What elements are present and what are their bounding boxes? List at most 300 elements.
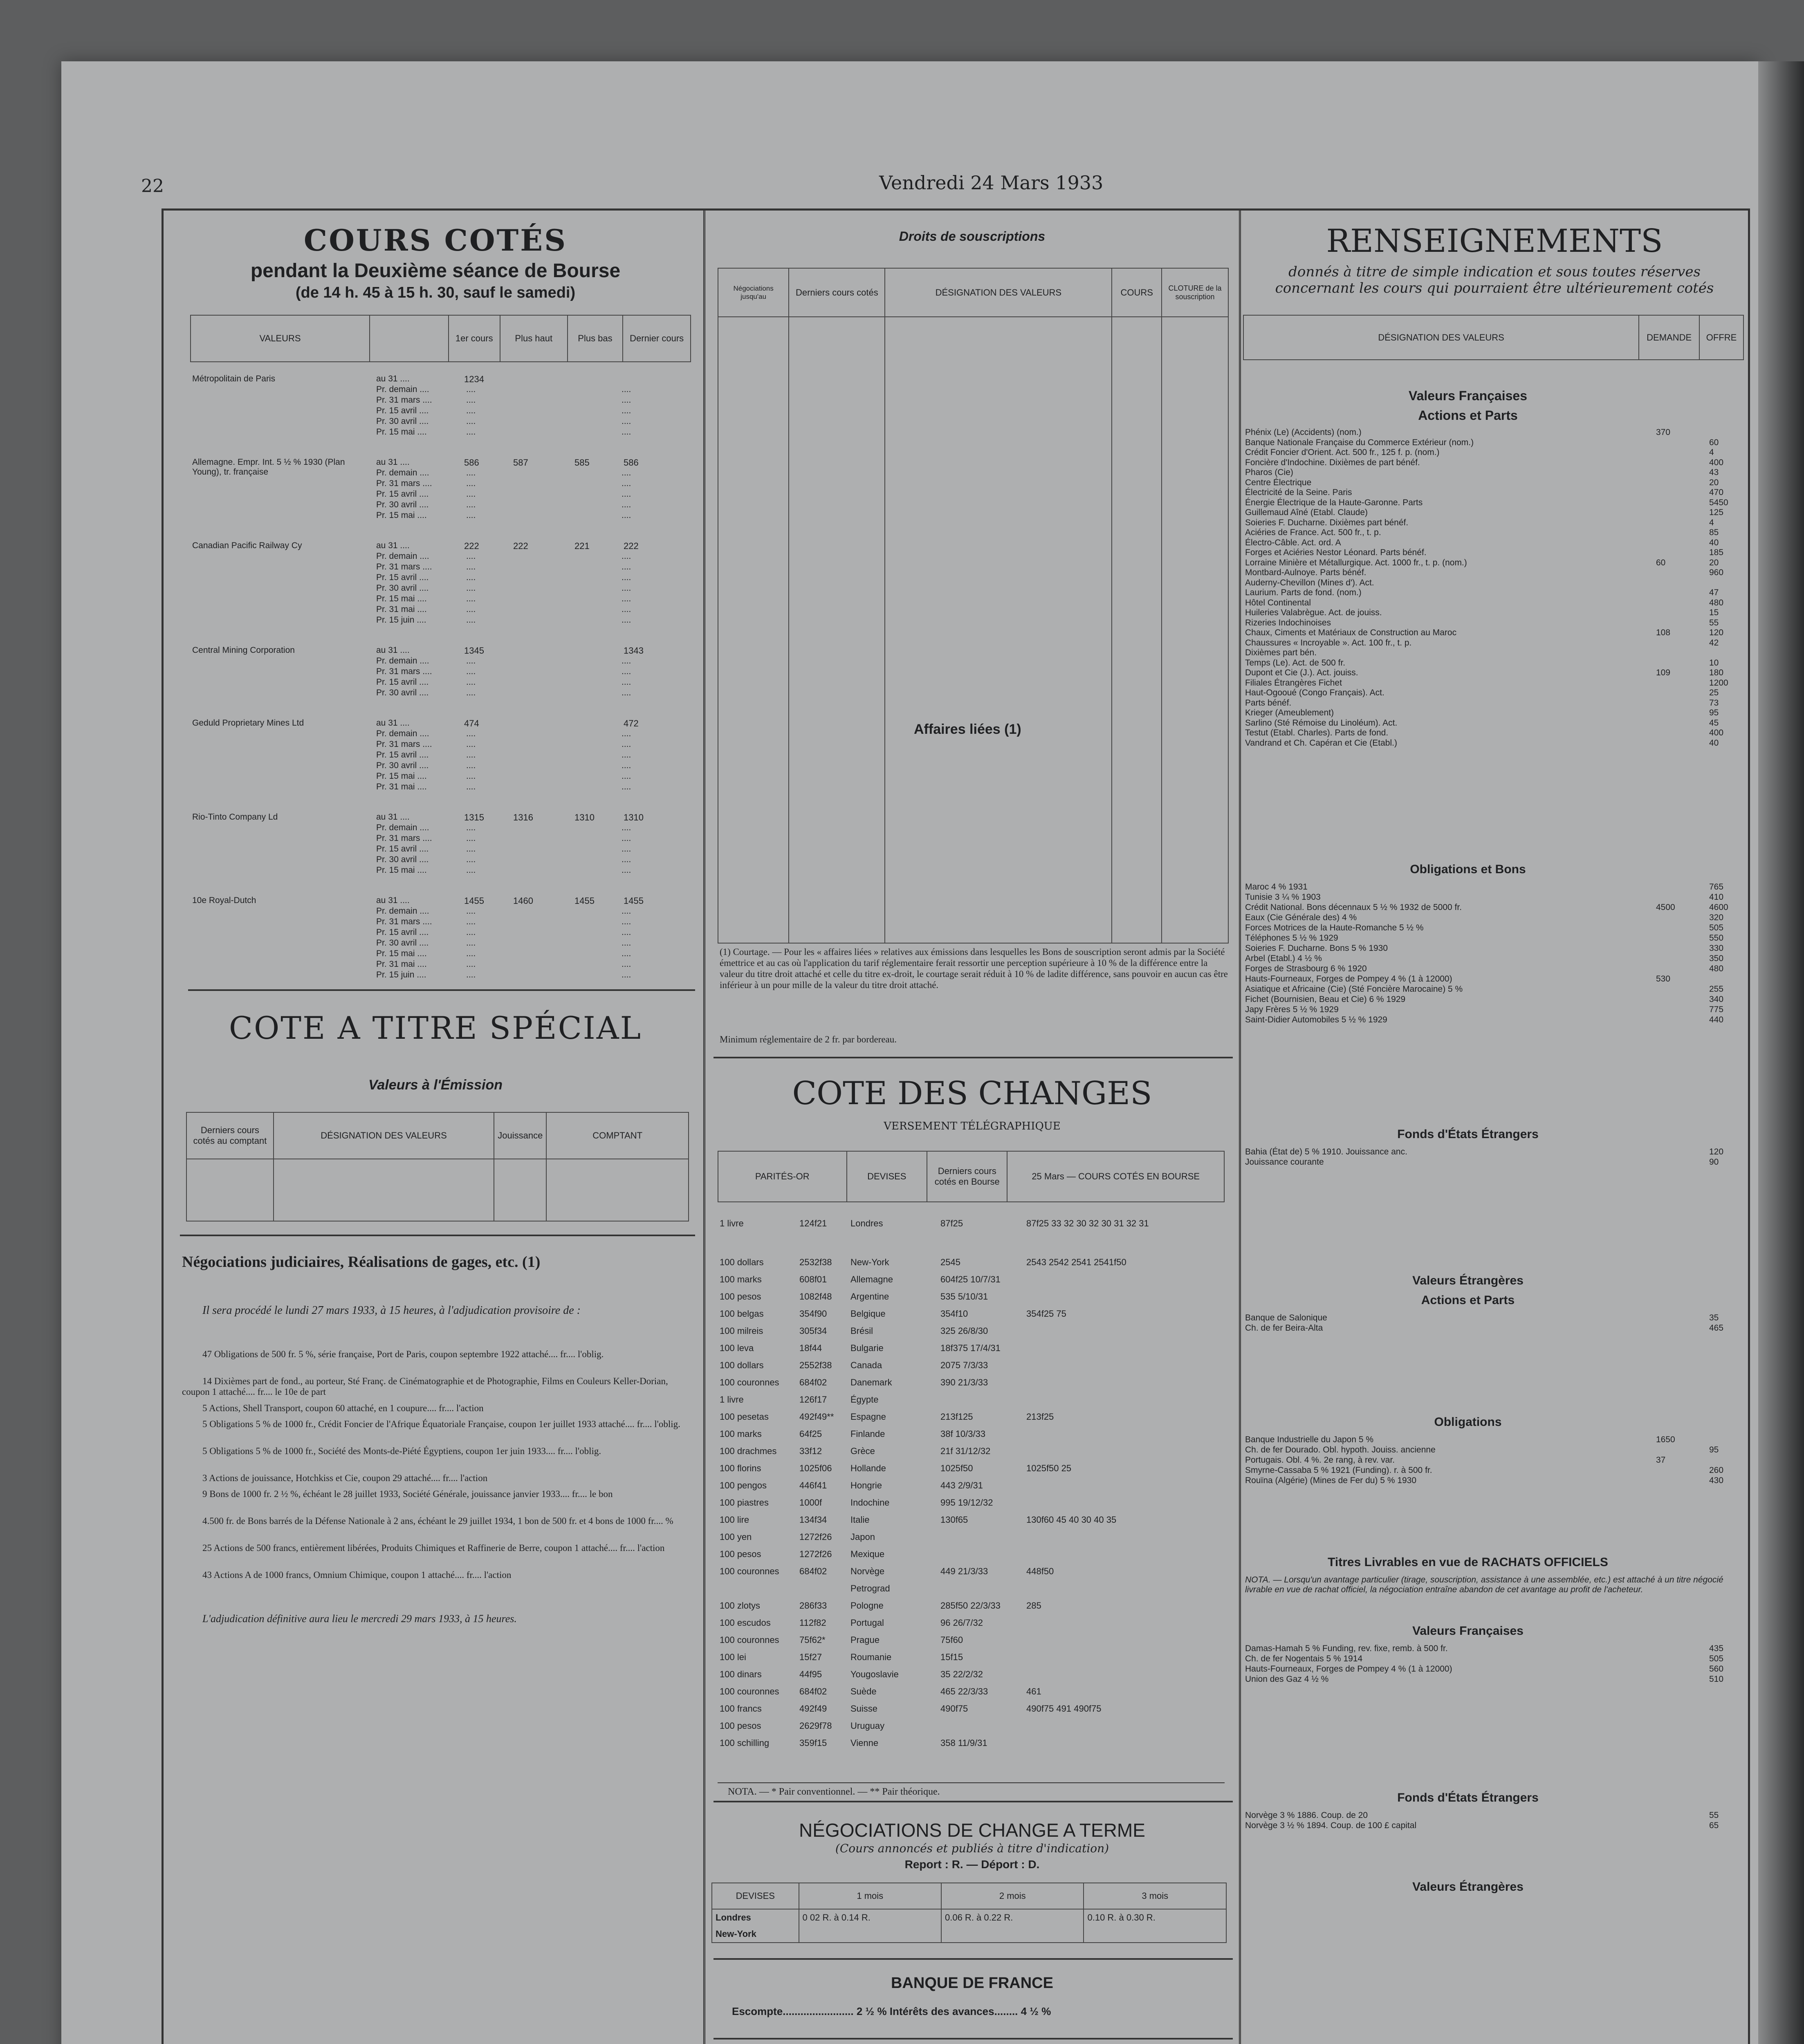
devise-name: Norvège bbox=[850, 1566, 885, 1576]
parite-value: 2629f78 bbox=[799, 1721, 832, 1731]
valeur-name: Électricité de la Seine. Paris bbox=[1245, 488, 1352, 497]
valeur-offre: 4 bbox=[1709, 518, 1714, 527]
security-term: au 31 .... bbox=[376, 896, 410, 905]
security-price: 587 bbox=[513, 457, 528, 468]
dernier-cours: 130f65 bbox=[940, 1515, 968, 1525]
parite-value: 112f82 bbox=[799, 1618, 826, 1628]
valeur-name: Haut-Ogooué (Congo Français). Act. bbox=[1245, 688, 1384, 697]
valeur-name: Ch. de fer Nogentais 5 % 1914 bbox=[1245, 1654, 1363, 1663]
parite-unit: 100 couronnes bbox=[720, 1686, 779, 1697]
divider bbox=[188, 989, 695, 991]
valeur-offre: 400 bbox=[1709, 728, 1724, 737]
devise-name: Canada bbox=[850, 1360, 882, 1370]
security-dots: .... bbox=[466, 500, 476, 509]
devise-name: Uruguay bbox=[850, 1721, 885, 1731]
valeur-demande: 37 bbox=[1656, 1455, 1666, 1465]
security-term: au 31 .... bbox=[376, 374, 410, 383]
devise-name: Belgique bbox=[850, 1309, 886, 1319]
security-dots: .... bbox=[466, 615, 476, 625]
cours-du-jour: 285 bbox=[1026, 1600, 1041, 1611]
security-term: au 31 .... bbox=[376, 812, 410, 822]
security-dots: .... bbox=[622, 573, 631, 582]
negociation-item: 5 Obligations 5 % de 1000 fr., Société des Monts-de-Piété Égyptiens, coupon 1er juin 1933.... fr.... l'oblig. bbox=[202, 1446, 601, 1456]
security-term: Pr. 31 mars .... bbox=[376, 917, 432, 926]
security-dots: .... bbox=[622, 740, 631, 749]
dernier-cours: 87f25 bbox=[940, 1218, 963, 1228]
valeur-offre: 4600 bbox=[1709, 903, 1728, 912]
security-term: Pr. 31 mai .... bbox=[376, 959, 427, 969]
dernier-cours: 443 2/9/31 bbox=[940, 1480, 983, 1490]
security-term: Pr. 15 juin .... bbox=[376, 615, 426, 625]
devise-name: Suède bbox=[850, 1686, 877, 1697]
security-term: Pr. 31 mars .... bbox=[376, 740, 432, 749]
cote-special-subtitle: Valeurs à l'Émission bbox=[368, 1077, 503, 1093]
parite-unit: 100 francs bbox=[720, 1703, 762, 1714]
security-term: Pr. 30 avril .... bbox=[376, 688, 429, 697]
valeur-offre: 20 bbox=[1709, 477, 1719, 487]
column-divider-1 bbox=[703, 208, 705, 2044]
header-3-mois: 3 mois bbox=[1084, 1883, 1226, 1909]
security-term: Pr. 31 mai .... bbox=[376, 782, 427, 791]
valeur-offre: 65 bbox=[1709, 1821, 1719, 1830]
header-1-mois: 1 mois bbox=[799, 1883, 941, 1909]
security-dots: .... bbox=[622, 468, 631, 477]
cours-du-jour: 87f25 33 32 30 32 30 31 32 31 bbox=[1026, 1218, 1149, 1228]
security-dots: .... bbox=[466, 729, 476, 738]
devise-name: Hollande bbox=[850, 1463, 886, 1473]
valeur-name: Électro-Câble. Act. ord. A bbox=[1245, 538, 1341, 547]
security-dots: .... bbox=[466, 959, 476, 969]
valeur-name: Hauts-Fourneaux, Forges de Pompey 4 % (1 à 12000) bbox=[1245, 974, 1452, 984]
dernier-cours: 213f125 bbox=[940, 1412, 973, 1422]
dernier-cours: 535 5/10/31 bbox=[940, 1291, 988, 1302]
header-offre: OFFRE bbox=[1699, 315, 1743, 360]
security-dots: .... bbox=[466, 906, 476, 916]
security-term: Pr. 31 mars .... bbox=[376, 562, 432, 572]
security-price: 1343 bbox=[624, 645, 644, 656]
security-dots: .... bbox=[466, 605, 476, 614]
negociation-item: 5 Obligations 5 % de 1000 fr., Crédit Foncier de l'Afrique Équatoriale Française, coupon 1er juillet 1933 attaché.... fr.... l'oblig. bbox=[202, 1419, 680, 1429]
security-dots: .... bbox=[622, 834, 631, 843]
valeur-name: Hauts-Fourneaux, Forges de Pompey 4 % (1 à 12000) bbox=[1245, 1664, 1452, 1674]
negociation-item: 4.500 fr. de Bons barrés de la Défense Nationale à 2 ans, échéant le 29 juillet 1934, 1 bon de 500 fr. et 4 bons de 1000 fr.... % bbox=[202, 1516, 673, 1526]
dernier-cours: 2075 7/3/33 bbox=[940, 1360, 988, 1370]
parite-value: 305f34 bbox=[799, 1326, 827, 1336]
cours-cotes-hours: (de 14 h. 45 à 15 h. 30, sauf le samedi) bbox=[295, 284, 576, 301]
security-term: Pr. 15 mai .... bbox=[376, 511, 427, 520]
valeur-name: Forges de Strasbourg 6 % 1920 bbox=[1245, 964, 1367, 973]
security-dots: .... bbox=[466, 865, 476, 875]
security-dots: .... bbox=[622, 417, 631, 426]
dernier-cours: 285f50 22/3/33 bbox=[940, 1600, 1001, 1611]
valeur-offre: 960 bbox=[1709, 568, 1724, 577]
valeur-offre: 470 bbox=[1709, 488, 1724, 497]
valeur-offre: 560 bbox=[1709, 1664, 1724, 1674]
valeur-offre: 55 bbox=[1709, 1811, 1719, 1820]
valeur-name: Asiatique et Africaine (Cie) (Sté Foncière Marocaine) 5 % bbox=[1245, 984, 1463, 994]
valeur-name: Dixièmes part bén. bbox=[1245, 648, 1317, 657]
parite-value: 608f01 bbox=[799, 1274, 827, 1284]
security-term: Pr. 15 mai .... bbox=[376, 949, 427, 958]
valeur-name: Norvège 3 % 1886. Coup. de 20 bbox=[1245, 1811, 1368, 1820]
security-term: Pr. 15 juin .... bbox=[376, 970, 426, 979]
security-dots: .... bbox=[622, 667, 631, 676]
security-term: Pr. demain .... bbox=[376, 656, 429, 666]
parite-value: 44f95 bbox=[799, 1669, 822, 1679]
divider bbox=[714, 1057, 1233, 1058]
security-dots: .... bbox=[466, 771, 476, 781]
security-term: Pr. 30 avril .... bbox=[376, 583, 429, 593]
parite-unit: 100 dinars bbox=[720, 1669, 762, 1679]
valeur-offre: 255 bbox=[1709, 984, 1724, 994]
dernier-cours: 96 26/7/32 bbox=[940, 1618, 983, 1628]
parite-value: 126f17 bbox=[799, 1394, 827, 1405]
parite-value: 354f90 bbox=[799, 1309, 827, 1319]
valeur-name: Foncière d'Indochine. Dixièmes de part bénéf. bbox=[1245, 457, 1420, 467]
dernier-cours: 2545 bbox=[940, 1257, 960, 1267]
security-term: Pr. 30 avril .... bbox=[376, 417, 429, 426]
security-price: 1455 bbox=[574, 896, 595, 906]
divider bbox=[718, 1782, 1225, 1783]
parite-value: 134f34 bbox=[799, 1515, 827, 1525]
security-dots: .... bbox=[622, 605, 631, 614]
valeur-name: Énergie Électrique de la Haute-Garonne. Parts bbox=[1245, 498, 1423, 507]
security-dots: .... bbox=[466, 406, 476, 415]
cours-du-jour: 1025f50 25 bbox=[1026, 1463, 1072, 1473]
parite-unit: 100 couronnes bbox=[720, 1377, 779, 1387]
dernier-cours: 449 21/3/33 bbox=[940, 1566, 988, 1576]
terme-report: Report : R. — Déport : D. bbox=[904, 1858, 1040, 1871]
devise-name: Argentine bbox=[850, 1291, 889, 1302]
valeur-offre: 465 bbox=[1709, 1323, 1724, 1333]
valeur-offre: 400 bbox=[1709, 457, 1724, 467]
changes-title: COTE DES CHANGES bbox=[792, 1075, 1152, 1112]
header-valeurs: VALEURS bbox=[191, 315, 370, 362]
valeur-offre: 185 bbox=[1709, 548, 1724, 557]
terme-devise: Londres bbox=[712, 1909, 799, 1926]
parite-unit: 100 schilling bbox=[720, 1738, 770, 1748]
valeur-demande: 1650 bbox=[1656, 1435, 1675, 1444]
parite-value: 684f02 bbox=[799, 1566, 827, 1576]
security-term: au 31 .... bbox=[376, 541, 410, 550]
cours-du-jour: 2543 2542 2541 2541f50 bbox=[1026, 1257, 1126, 1267]
parite-value: 492f49 bbox=[799, 1703, 827, 1714]
droits-title: Droits de souscriptions bbox=[899, 229, 1046, 244]
valeur-offre: 1200 bbox=[1709, 678, 1728, 688]
terme-value: 0.06 R. à 0.22 R. bbox=[941, 1909, 1084, 1926]
security-dots: .... bbox=[466, 479, 476, 488]
valeur-name: Montbard-Aulnoye. Parts bénéf. bbox=[1245, 568, 1366, 577]
parite-unit: 100 couronnes bbox=[720, 1566, 779, 1576]
parite-unit: 100 belgas bbox=[720, 1309, 764, 1319]
security-dots: .... bbox=[622, 615, 631, 625]
valeur-offre: 4 bbox=[1709, 448, 1714, 457]
header-designation: DÉSIGNATION DES VALEURS bbox=[1243, 315, 1639, 360]
courtage-minimum: Minimum réglementaire de 2 fr. par bordereau. bbox=[720, 1034, 897, 1044]
renseignements-subtitle: donnés à titre de simple indication et sous toutes réserves concernant les cours qui pourraient être ultérieurement cotés bbox=[1275, 264, 1714, 296]
section-heading: Valeurs Françaises bbox=[1409, 388, 1527, 403]
valeur-offre: 25 bbox=[1709, 688, 1719, 697]
security-price: 474 bbox=[464, 718, 479, 728]
valeur-name: Pharos (Cie) bbox=[1245, 468, 1293, 477]
header-2-mois: 2 mois bbox=[941, 1883, 1084, 1909]
security-term: Pr. 15 mai .... bbox=[376, 427, 427, 437]
valeur-offre: 435 bbox=[1709, 1644, 1724, 1653]
security-dots: .... bbox=[622, 917, 631, 926]
security-dots: .... bbox=[466, 656, 476, 666]
parite-value: 1025f06 bbox=[799, 1463, 832, 1473]
security-term: Pr. 31 mars .... bbox=[376, 667, 432, 676]
devise-name: Espagne bbox=[850, 1412, 886, 1422]
valeur-offre: 260 bbox=[1709, 1466, 1724, 1475]
page-edge bbox=[1758, 61, 1804, 2044]
security-name: Rio-Tinto Company Ld bbox=[192, 812, 278, 822]
security-dots: .... bbox=[622, 427, 631, 437]
parite-value: 286f33 bbox=[799, 1600, 827, 1611]
valeur-name: Hôtel Continental bbox=[1245, 598, 1311, 607]
valeur-name: Filiales Étrangères Fichet bbox=[1245, 678, 1342, 688]
divider bbox=[714, 1958, 1233, 1960]
parite-unit: 100 pesos bbox=[720, 1291, 761, 1302]
security-price: 1310 bbox=[574, 812, 595, 823]
header-designation: DÉSIGNATION DES VALEURS bbox=[274, 1112, 494, 1159]
security-term: Pr. 15 avril .... bbox=[376, 750, 429, 760]
devise-name: New-York bbox=[850, 1257, 889, 1267]
banque-title: BANQUE DE FRANCE bbox=[891, 1975, 1053, 1992]
security-dots: .... bbox=[622, 928, 631, 937]
header-devises: DEVISES bbox=[712, 1883, 799, 1909]
valeur-offre: 42 bbox=[1709, 638, 1719, 648]
cours-du-jour: 448f50 bbox=[1026, 1566, 1054, 1576]
security-term: Pr. 15 avril .... bbox=[376, 406, 429, 415]
security-term: Pr. demain .... bbox=[376, 823, 429, 832]
security-term: Pr. 31 mars .... bbox=[376, 395, 432, 405]
parite-unit: 100 dollars bbox=[720, 1360, 764, 1370]
section-heading: Fonds d'États Étrangers bbox=[1397, 1791, 1539, 1804]
security-dots: .... bbox=[622, 395, 631, 405]
security-dots: .... bbox=[622, 906, 631, 916]
security-dots: .... bbox=[466, 551, 476, 561]
terme-title: NÉGOCIATIONS DE CHANGE A TERME bbox=[799, 1820, 1145, 1841]
valeur-name: Laurium. Parts de fond. (nom.) bbox=[1245, 588, 1362, 597]
valeur-name: Eaux (Cie Générale des) 4 % bbox=[1245, 913, 1357, 922]
banque-line: Escompte........................ 2 ½ % Intérêts des avances........ 4 ½ % bbox=[732, 2005, 1051, 2017]
parite-value: 64f25 bbox=[799, 1429, 822, 1439]
valeur-offre: 550 bbox=[1709, 933, 1724, 943]
parite-value: 684f02 bbox=[799, 1377, 827, 1387]
negociation-item: 25 Actions de 500 francs, entièrement libérées, Produits Chimiques et Raffinerie de Berre, coupon 1 attaché.... fr.... l'action bbox=[202, 1543, 665, 1553]
security-term: Pr. 31 mars .... bbox=[376, 834, 432, 843]
security-term: Pr. 30 avril .... bbox=[376, 500, 429, 509]
column-divider-2 bbox=[1239, 208, 1241, 2044]
valeur-name: Union des Gaz 4 ½ % bbox=[1245, 1674, 1329, 1684]
valeur-name: Huileries Valabrègue. Act. de jouiss. bbox=[1245, 608, 1382, 617]
valeur-name: Saint-Didier Automobiles 5 ½ % 1929 bbox=[1245, 1015, 1387, 1024]
changes-subtitle: VERSEMENT TÉLÉGRAPHIQUE bbox=[884, 1120, 1061, 1132]
devise-name: Brésil bbox=[850, 1326, 873, 1336]
security-dots: .... bbox=[622, 771, 631, 781]
valeur-offre: 55 bbox=[1709, 618, 1719, 628]
section-heading: Titres Livrables en vue de RACHATS OFFICIELS bbox=[1328, 1555, 1608, 1569]
valeur-demande: 109 bbox=[1656, 668, 1671, 677]
header-plus-bas: Plus bas bbox=[568, 315, 623, 362]
terme-devise: New-York bbox=[712, 1926, 799, 1943]
valeur-name: Sarlino (Sté Rémoise du Linoléum). Act. bbox=[1245, 718, 1398, 728]
cours-du-jour: 490f75 491 490f75 bbox=[1026, 1703, 1102, 1714]
devise-name: Roumanie bbox=[850, 1652, 892, 1662]
valeur-name: Banque Industrielle du Japon 5 % bbox=[1245, 1435, 1374, 1444]
valeur-offre: 73 bbox=[1709, 698, 1719, 708]
security-dots: .... bbox=[466, 594, 476, 603]
valeur-name: Rouïna (Algérie) (Mines de Fer du) 5 % 1930 bbox=[1245, 1476, 1417, 1485]
devise-name: Mexique bbox=[850, 1549, 885, 1559]
security-dots: .... bbox=[466, 395, 476, 405]
security-dots: .... bbox=[466, 677, 476, 687]
header-terme bbox=[370, 315, 449, 362]
security-term: Pr. demain .... bbox=[376, 551, 429, 561]
header-derniers-cours: Derniers cours cotés bbox=[789, 268, 885, 317]
dernier-cours: 390 21/3/33 bbox=[940, 1377, 988, 1387]
valeur-name: Norvège 3 ½ % 1894. Coup. de 100 £ capital bbox=[1245, 1821, 1417, 1830]
valeur-name: Testut (Etabl. Charles). Parts de fond. bbox=[1245, 728, 1389, 737]
negociation-item: 5 Actions, Shell Transport, coupon 60 attaché, en 1 coupure.... fr.... l'action bbox=[202, 1403, 484, 1413]
valeur-offre: 45 bbox=[1709, 718, 1719, 728]
valeur-name: Jouissance courante bbox=[1245, 1157, 1324, 1167]
security-dots: .... bbox=[622, 594, 631, 603]
negociation-item: 14 Dixièmes part de fond., au porteur, Sté Franç. de Cinématographie et de Photographie, Films en Couleurs Keller-Dorian, coupon 1 attaché.... fr.... le 10e de part bbox=[182, 1376, 668, 1397]
parite-value: 446f41 bbox=[799, 1480, 827, 1490]
security-dots: .... bbox=[622, 562, 631, 572]
security-price: 586 bbox=[464, 457, 479, 468]
valeur-offre: 125 bbox=[1709, 508, 1724, 517]
valeur-offre: 120 bbox=[1709, 1147, 1724, 1156]
cours-du-jour: 354f25 75 bbox=[1026, 1309, 1066, 1319]
valeur-name: Soieries F. Ducharne. Bons 5 % 1930 bbox=[1245, 944, 1388, 953]
devise-name: Petrograd bbox=[850, 1583, 890, 1594]
security-dots: .... bbox=[622, 823, 631, 832]
security-dots: .... bbox=[622, 385, 631, 394]
security-price: 1460 bbox=[513, 896, 533, 906]
valeur-name: Rizeries Indochinoises bbox=[1245, 618, 1331, 628]
valeur-offre: 95 bbox=[1709, 708, 1719, 717]
security-dots: .... bbox=[622, 656, 631, 666]
security-term: Pr. 30 avril .... bbox=[376, 938, 429, 948]
valeur-offre: 430 bbox=[1709, 1476, 1724, 1485]
negociation-item: 43 Actions A de 1000 francs, Omnium Chimique, coupon 1 attaché.... fr.... l'action bbox=[202, 1570, 512, 1580]
security-dots: .... bbox=[466, 750, 476, 760]
security-dots: .... bbox=[466, 573, 476, 582]
security-dots: .... bbox=[622, 761, 631, 770]
security-dots: .... bbox=[622, 844, 631, 854]
valeur-name: Damas-Hamah 5 % Funding, rev. fixe, remb. à 500 fr. bbox=[1245, 1644, 1448, 1653]
devise-name: Japon bbox=[850, 1532, 875, 1542]
header-cloture: CLOTURE de la souscription bbox=[1162, 268, 1228, 317]
security-term: Pr. 15 mai .... bbox=[376, 771, 427, 781]
valeur-name: Fichet (Bournisien, Beau et Cie) 6 % 1929 bbox=[1245, 995, 1406, 1004]
parite-unit: 100 pesos bbox=[720, 1721, 761, 1731]
security-dots: .... bbox=[622, 970, 631, 979]
security-dots: .... bbox=[622, 855, 631, 864]
parite-unit: 100 lei bbox=[720, 1652, 746, 1662]
valeur-name: Parts bénéf. bbox=[1245, 698, 1292, 708]
cours-du-jour: 213f25 bbox=[1026, 1412, 1054, 1422]
changes-header bbox=[718, 1151, 1225, 1202]
divider bbox=[714, 1801, 1233, 1802]
security-dots: .... bbox=[622, 959, 631, 969]
security-price: 222 bbox=[464, 541, 479, 551]
security-dots: .... bbox=[466, 427, 476, 437]
security-dots: .... bbox=[622, 500, 631, 509]
security-price: 222 bbox=[624, 541, 639, 551]
devise-name: Suisse bbox=[850, 1703, 878, 1714]
security-dots: .... bbox=[622, 782, 631, 791]
valeur-name: Temps (Le). Act. de 500 fr. bbox=[1245, 658, 1346, 668]
cours-cotes-subtitle: pendant la Deuxième séance de Bourse bbox=[250, 260, 621, 282]
dernier-cours: 21f 31/12/32 bbox=[940, 1446, 991, 1456]
security-dots: .... bbox=[466, 823, 476, 832]
security-dots: .... bbox=[622, 677, 631, 687]
security-term: Pr. demain .... bbox=[376, 729, 429, 738]
section-heading: Obligations bbox=[1434, 1415, 1502, 1429]
security-dots: .... bbox=[622, 688, 631, 697]
parite-value: 359f15 bbox=[799, 1738, 827, 1748]
devise-name: Yougoslavie bbox=[850, 1669, 899, 1679]
security-dots: .... bbox=[466, 782, 476, 791]
valeur-name: Smyrne-Cassaba 5 % 1921 (Funding). r. à 500 fr. bbox=[1245, 1466, 1432, 1475]
valeur-name: Japy Frères 5 ½ % 1929 bbox=[1245, 1005, 1339, 1014]
terme-subtitle: (Cours annoncés et publiés à titre d'indication) bbox=[835, 1842, 1109, 1855]
negociation-item: 3 Actions de jouissance, Hotchkiss et Cie, coupon 29 attaché.... fr.... l'action bbox=[202, 1473, 488, 1483]
valeur-offre: 505 bbox=[1709, 1654, 1724, 1663]
parite-unit: 100 yen bbox=[720, 1532, 752, 1542]
header-demande: DEMANDE bbox=[1639, 315, 1699, 360]
parite-value: 15f27 bbox=[799, 1652, 822, 1662]
renseignements-header bbox=[1243, 315, 1744, 360]
security-term: Pr. 15 avril .... bbox=[376, 489, 429, 499]
devise-name: Finlande bbox=[850, 1429, 885, 1439]
security-dots: .... bbox=[466, 417, 476, 426]
section-heading: Valeurs Étrangères bbox=[1412, 1274, 1524, 1287]
security-term: Pr. 15 avril .... bbox=[376, 573, 429, 582]
security-dots: .... bbox=[466, 917, 476, 926]
valeur-offre: 330 bbox=[1709, 944, 1724, 953]
valeur-name: Krieger (Ameublement) bbox=[1245, 708, 1334, 717]
parite-unit: 100 piastres bbox=[720, 1497, 769, 1508]
security-name: Allemagne. Empr. Int. 5 ½ % 1930 (Plan Young), tr. française bbox=[192, 457, 345, 477]
security-price: 472 bbox=[624, 718, 639, 728]
security-term: Pr. 31 mai .... bbox=[376, 605, 427, 614]
security-term: Pr. 15 avril .... bbox=[376, 677, 429, 687]
changes-nota: NOTA. — * Pair conventionnel. — ** Pair théorique. bbox=[728, 1786, 940, 1797]
divider bbox=[714, 2038, 1233, 2040]
security-dots: .... bbox=[622, 938, 631, 948]
dernier-cours: 18f375 17/4/31 bbox=[940, 1343, 1001, 1353]
security-term: Pr. demain .... bbox=[376, 468, 429, 477]
security-price: 1455 bbox=[624, 896, 644, 906]
parite-unit: 1 livre bbox=[720, 1218, 744, 1228]
parite-unit: 100 leva bbox=[720, 1343, 754, 1353]
valeur-offre: 120 bbox=[1709, 628, 1724, 637]
dernier-cours: 38f 10/3/33 bbox=[940, 1429, 986, 1439]
security-price: 1316 bbox=[513, 812, 533, 823]
valeur-name: Aciéries de France. Act. 500 fr., t. p. bbox=[1245, 528, 1381, 537]
security-dots: .... bbox=[622, 511, 631, 520]
valeur-name: Arbel (Etabl.) 4 ½ % bbox=[1245, 954, 1322, 963]
negociation-item: 47 Obligations de 500 fr. 5 %, série française, Port de Paris, coupon septembre 1922 attaché.... fr.... l'oblig. bbox=[202, 1349, 604, 1359]
security-name: Canadian Pacific Railway Cy bbox=[192, 541, 302, 550]
valeur-demande: 370 bbox=[1656, 428, 1671, 437]
security-term: au 31 .... bbox=[376, 645, 410, 655]
